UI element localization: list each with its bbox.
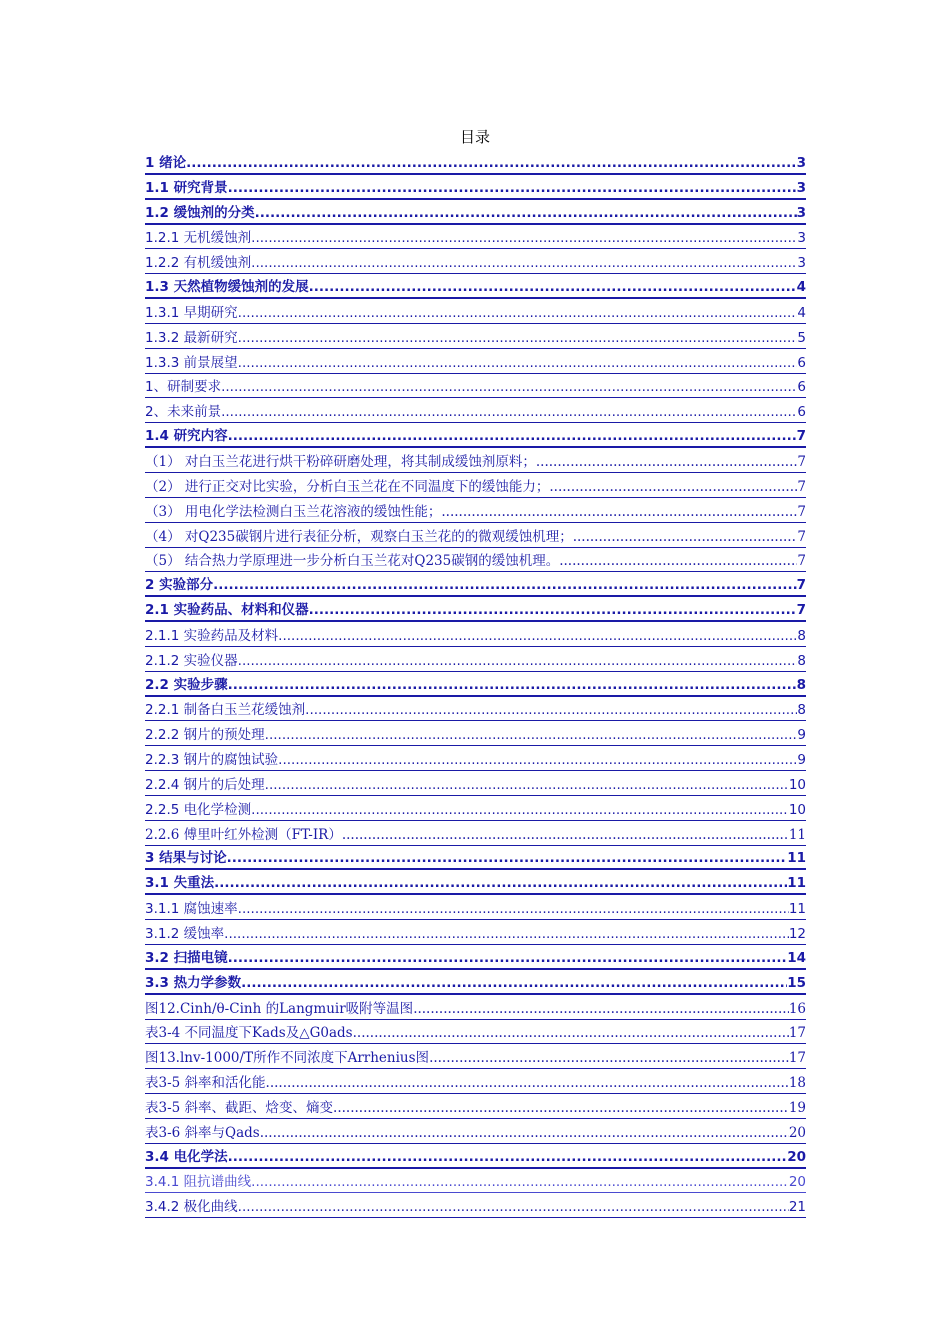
toc-entry[interactable]	[145, 175, 806, 200]
toc-entry-page-number: 7	[796, 577, 806, 594]
toc-entry[interactable]	[145, 1020, 806, 1045]
toc-entry-label: （2） 进行正交对比实验，分析白玉兰花在不同温度下的缓蚀能力；	[145, 478, 550, 495]
toc-entry[interactable]	[145, 970, 806, 995]
toc-entry-page-number: 8	[797, 652, 806, 669]
toc-dot-leader	[305, 702, 797, 720]
toc-entry[interactable]	[145, 349, 806, 374]
toc-entry-label: 3.4.1 阻抗谱曲线	[145, 1174, 252, 1191]
toc-entry-label: 表3-5 斜率、截距、焓变、熵变	[145, 1099, 334, 1116]
toc-entry-page-number: 7	[797, 478, 806, 495]
toc-dot-leader	[309, 602, 797, 620]
toc-dot-leader	[266, 1075, 789, 1093]
toc-dot-leader	[536, 454, 798, 472]
toc-entry[interactable]	[145, 672, 806, 697]
toc-dot-leader	[238, 355, 798, 373]
toc-entry-page-number: 6	[797, 354, 806, 371]
toc-entry[interactable]	[145, 1144, 806, 1169]
toc-dot-leader	[238, 901, 789, 919]
toc-entry-label: 3.2 扫描电镜	[145, 949, 228, 966]
toc-entry-label: 3.4.2 极化曲线	[145, 1199, 238, 1216]
toc-entry-page-number: 5	[797, 329, 806, 346]
toc-entry[interactable]	[145, 746, 806, 771]
toc-dot-leader	[278, 752, 797, 770]
toc-dot-leader	[549, 479, 797, 497]
toc-entry[interactable]	[145, 249, 806, 274]
toc-entry-label: 3.4 电化学法	[145, 1148, 228, 1165]
toc-dot-leader	[228, 428, 797, 446]
toc-dot-leader	[221, 379, 797, 397]
toc-dot-leader	[260, 1125, 789, 1143]
toc-entry-label: 2.2.4 钢片的后处理	[145, 776, 265, 793]
toc-dot-leader	[441, 504, 797, 522]
toc-entry-page-number: 20	[788, 1124, 806, 1141]
toc-entry[interactable]	[145, 324, 806, 349]
toc-entry-page-number: 3	[797, 230, 806, 247]
toc-entry-page-number: 7	[797, 528, 806, 545]
page-title: 目录	[459, 128, 490, 146]
toc-entry-label: 2.2.1 制备白玉兰花缓蚀剂	[145, 702, 306, 719]
toc-entry-page-number: 9	[797, 752, 806, 769]
toc-entry-label: 2.2.2 钢片的预处理	[145, 727, 265, 744]
toc-entry-label: 1.2.2 有机缓蚀剂	[145, 255, 252, 272]
toc-entry-page-number: 4	[797, 304, 806, 321]
toc-entry[interactable]	[145, 622, 806, 647]
toc-entry[interactable]	[145, 473, 806, 498]
toc-entry-page-number: 19	[788, 1099, 806, 1116]
toc-entry-page-number: 8	[797, 627, 806, 644]
toc-entry-label: 2、未来前景	[145, 404, 222, 421]
toc-entry[interactable]	[145, 796, 806, 821]
toc-entry[interactable]	[145, 150, 806, 175]
toc-entry-label: 3.1.2 缓蚀率	[145, 926, 225, 942]
toc-entry-label: （1） 对白玉兰花进行烘干粉碎研磨处理，将其制成缓蚀剂原料；	[145, 453, 536, 470]
toc-dot-leader	[238, 653, 798, 671]
toc-entry-page-number: 8	[796, 676, 806, 693]
toc-entry-page-number: 7	[797, 553, 806, 570]
toc-entry-label: 2.2.6 傅里叶红外检测（FT-IR）	[145, 826, 342, 843]
toc-dot-leader	[228, 180, 797, 198]
toc-entry-page-number: 17	[788, 1050, 806, 1067]
toc-entry[interactable]	[145, 771, 806, 796]
toc-entry-page-number: 10	[788, 801, 806, 818]
toc-entry[interactable]	[145, 920, 806, 945]
toc-entry-page-number: 6	[797, 379, 806, 396]
toc-entry-page-number: 7	[797, 453, 806, 470]
toc-entry-label: 3.1.1 腐蚀速率	[145, 901, 238, 918]
toc-entry-label: 1.4 研究内容	[145, 428, 228, 445]
toc-entry[interactable]	[145, 1044, 806, 1069]
toc-dot-leader	[238, 305, 798, 323]
toc-entry-label: （5） 结合热力学原理进一步分析白玉兰花对Q235碳钢的缓蚀机理。	[145, 553, 560, 570]
toc-dot-leader	[213, 577, 797, 595]
toc-entry[interactable]	[145, 299, 806, 324]
toc-entry-label: 2.2.3 钢片的腐蚀试验	[145, 752, 279, 769]
toc-entry-page-number: 7	[797, 503, 806, 520]
toc-entry-label: 图12.Cinh/θ-Cinh 的Langmuir吸附等温图	[145, 1000, 414, 1017]
toc-entry-page-number: 18	[788, 1075, 806, 1092]
toc-entry-page-number: 3	[797, 255, 806, 272]
toc-dot-leader	[228, 677, 797, 695]
toc-entry[interactable]	[145, 448, 806, 473]
toc-dot-leader	[559, 553, 797, 571]
toc-entry-label: 2.2 实验步骤	[145, 676, 228, 693]
toc-entry-page-number: 4	[796, 279, 806, 296]
toc-entry-page-number: 17	[788, 1025, 806, 1042]
toc-entry-label: （4） 对Q235碳钢片进行表征分析，观察白玉兰花的的微观缓蚀机理；	[145, 528, 573, 545]
toc-entry-label: 1 绪论	[145, 154, 187, 171]
toc-dot-leader	[413, 1001, 789, 1019]
toc-dot-leader	[429, 1050, 789, 1068]
toc-entry-label: 表3-4 不同温度下Kads及△G0ads	[145, 1025, 353, 1042]
toc-dot-leader	[227, 850, 788, 868]
toc-entry-label: 2.1 实验药品、材料和仪器	[145, 602, 309, 619]
toc-entry-label: 1.2.1 无机缓蚀剂	[145, 230, 252, 247]
toc-entry-page-number: 11	[787, 875, 806, 892]
toc-entry[interactable]	[145, 398, 806, 423]
toc-entry[interactable]	[145, 995, 806, 1020]
toc-entry-page-number: 21	[788, 1199, 806, 1216]
toc-dot-leader	[265, 777, 789, 795]
toc-entry-label: 1.3.2 最新研究	[145, 329, 238, 346]
toc-entry-label: 1.3.1 早期研究	[145, 304, 238, 321]
toc-entry-page-number: 11	[788, 901, 806, 918]
toc-dot-leader	[238, 330, 798, 348]
toc-entry-page-number: 3	[796, 204, 806, 221]
toc-entry[interactable]	[145, 423, 806, 448]
toc-entry[interactable]	[145, 1193, 806, 1218]
toc-entry[interactable]	[145, 374, 806, 399]
toc-entry[interactable]	[145, 1119, 806, 1144]
toc-entry-label: 表3-6 斜率与Qads	[145, 1124, 260, 1141]
toc-dot-leader	[186, 155, 797, 173]
toc-entry-label: 2.2.5 电化学检测	[145, 801, 252, 818]
toc-entry-page-number: 7	[796, 428, 806, 445]
toc-entry-label: 3 结果与讨论	[145, 850, 227, 867]
toc-dot-leader	[353, 1025, 789, 1043]
toc-dot-leader	[241, 975, 787, 993]
toc-dot-leader	[221, 404, 797, 422]
toc-entry[interactable]	[145, 1094, 806, 1119]
toc-entry-page-number: 20	[788, 1174, 806, 1191]
toc-entry[interactable]	[145, 945, 806, 970]
toc-entry[interactable]	[145, 697, 806, 722]
toc-entry-page-number: 14	[787, 949, 806, 966]
toc-entry-label: 1.3 天然植物缓蚀剂的发展	[145, 279, 309, 296]
toc-entry-label: 1.1 研究背景	[145, 179, 228, 196]
toc-entry-label: 2 实验部分	[145, 577, 214, 594]
toc-dot-leader	[224, 926, 789, 944]
toc-entry[interactable]	[145, 721, 806, 746]
toc-entry-page-number: 11	[787, 850, 806, 867]
toc-entry-page-number: 11	[788, 826, 806, 843]
toc-dot-leader	[255, 205, 797, 223]
toc-entry-label: 3.3 热力学参数	[145, 974, 242, 991]
toc-dot-leader	[251, 230, 797, 248]
toc-entry-page-number: 10	[788, 776, 806, 793]
toc-entry-label: 3.1 失重法	[145, 875, 215, 892]
toc-entry[interactable]	[145, 200, 806, 225]
toc-entry[interactable]	[145, 846, 806, 871]
toc-entry-label: （3） 用电化学法检测白玉兰花溶液的缓蚀性能；	[145, 503, 442, 520]
toc-dot-leader	[333, 1100, 789, 1118]
table-of-contents	[145, 150, 806, 1218]
toc-entry[interactable]	[145, 597, 806, 622]
toc-entry-page-number: 16	[788, 1000, 806, 1017]
toc-entry[interactable]	[145, 821, 806, 846]
toc-entry-label: 1、研制要求	[145, 379, 222, 396]
toc-entry[interactable]	[145, 895, 806, 920]
toc-entry-page-number: 8	[797, 702, 806, 719]
toc-dot-leader	[228, 950, 788, 968]
toc-entry-label: 表3-5 斜率和活化能	[145, 1075, 266, 1092]
toc-dot-leader	[265, 727, 798, 745]
toc-entry-page-number: 7	[796, 602, 806, 619]
toc-entry-label: 2.1.2 实验仪器	[145, 652, 238, 669]
toc-entry-label: 2.1.1 实验药品及材料	[145, 627, 279, 644]
toc-dot-leader	[278, 628, 797, 646]
toc-entry-page-number: 12	[788, 926, 806, 942]
toc-entry[interactable]	[145, 572, 806, 597]
toc-entry[interactable]	[145, 548, 806, 573]
toc-dot-leader	[342, 827, 789, 845]
toc-entry[interactable]	[145, 1069, 806, 1094]
toc-entry-page-number: 9	[797, 727, 806, 744]
toc-entry[interactable]	[145, 1169, 806, 1194]
toc-dot-leader	[238, 1199, 789, 1217]
toc-entry-page-number: 20	[787, 1148, 806, 1165]
toc-entry[interactable]	[145, 870, 806, 895]
toc-dot-leader	[251, 1174, 789, 1192]
toc-entry-label: 1.3.3 前景展望	[145, 354, 238, 371]
toc-entry-page-number: 3	[796, 154, 806, 171]
toc-entry-page-number: 6	[797, 404, 806, 421]
toc-entry[interactable]	[145, 225, 806, 250]
toc-entry-page-number: 3	[796, 179, 806, 196]
toc-entry[interactable]	[145, 498, 806, 523]
toc-dot-leader	[251, 802, 789, 820]
toc-entry[interactable]	[145, 523, 806, 548]
toc-entry[interactable]	[145, 647, 806, 672]
toc-dot-leader	[309, 279, 797, 297]
toc-entry-page-number: 15	[787, 974, 806, 991]
toc-dot-leader	[228, 1149, 788, 1167]
toc-entry[interactable]	[145, 274, 806, 299]
toc-dot-leader	[214, 875, 787, 893]
toc-entry-label: 图13.lnv-1000/T所作不同浓度下Arrhenius图	[145, 1050, 430, 1067]
toc-dot-leader	[573, 529, 798, 547]
toc-dot-leader	[251, 255, 797, 273]
toc-entry-label: 1.2 缓蚀剂的分类	[145, 204, 255, 221]
